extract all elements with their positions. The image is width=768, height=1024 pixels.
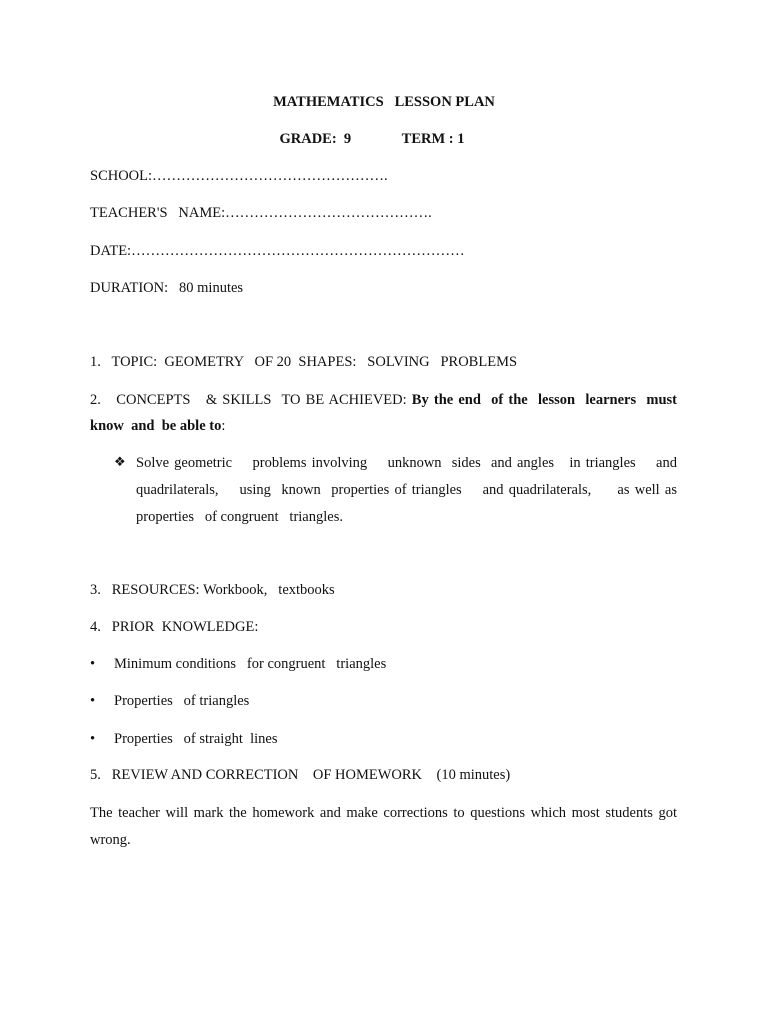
grade-label: GRADE: 9 [279,131,352,147]
topic-heading: 1. TOPIC: GEOMETRY OF 20 SHAPES: SOLVING PROBLEMS [90,354,518,370]
concepts-heading [90,391,677,409]
diamond-bullet-icon: ❖ [114,455,126,470]
objective-line-1: Solve geometric problems involving unknown sides and angles in triangles and [136,455,677,471]
concepts-prefix: 2. CONCEPTS & SKILLS TO BE ACHIEVED: [90,392,412,408]
prior-item: Minimum conditions for congruent triangles [114,656,387,672]
bullet-icon: • [90,656,96,672]
review-heading: 5. REVIEW AND CORRECTION OF HOMEWORK (10 minutes) [90,767,511,783]
bullet-icon: • [90,693,96,709]
grade-term-line [0,130,756,148]
concepts-bold-text: By the end of the lesson learners must [411,392,677,408]
objective-line-3: properties of congruent triangles. [136,509,343,525]
prior-item: Properties of straight lines [114,731,278,747]
resources-heading: 3. RESOURCES: Workbook, textbooks [90,582,335,598]
school-field: SCHOOL:…………………………………………. [90,168,388,184]
lesson-plan-title: MATHEMATICS LESSON PLAN [273,94,495,110]
concepts-line2-bold: know and be able to [90,418,222,434]
prior-knowledge-heading: 4. PRIOR KNOWLEDGE: [90,619,259,635]
term-label: TERM : 1 [401,131,465,147]
date-field: DATE:…………………………………………………………… [90,243,465,259]
review-text-line-2: wrong. [90,832,131,848]
concepts-line2-tail: : [221,418,226,434]
bullet-icon: • [90,731,96,747]
concepts-line-2 [90,417,225,435]
teacher-name-field: TEACHER'S NAME:……………………………………. [90,205,432,221]
review-text-line-1: The teacher will mark the homework and make corrections to questions which most students got [90,805,677,821]
objective-line-2: quadrilaterals, using known properties of triangles and quadrilaterals, as well as [136,482,677,498]
duration-field: DURATION: 80 minutes [90,280,244,296]
prior-item: Properties of triangles [114,693,250,709]
